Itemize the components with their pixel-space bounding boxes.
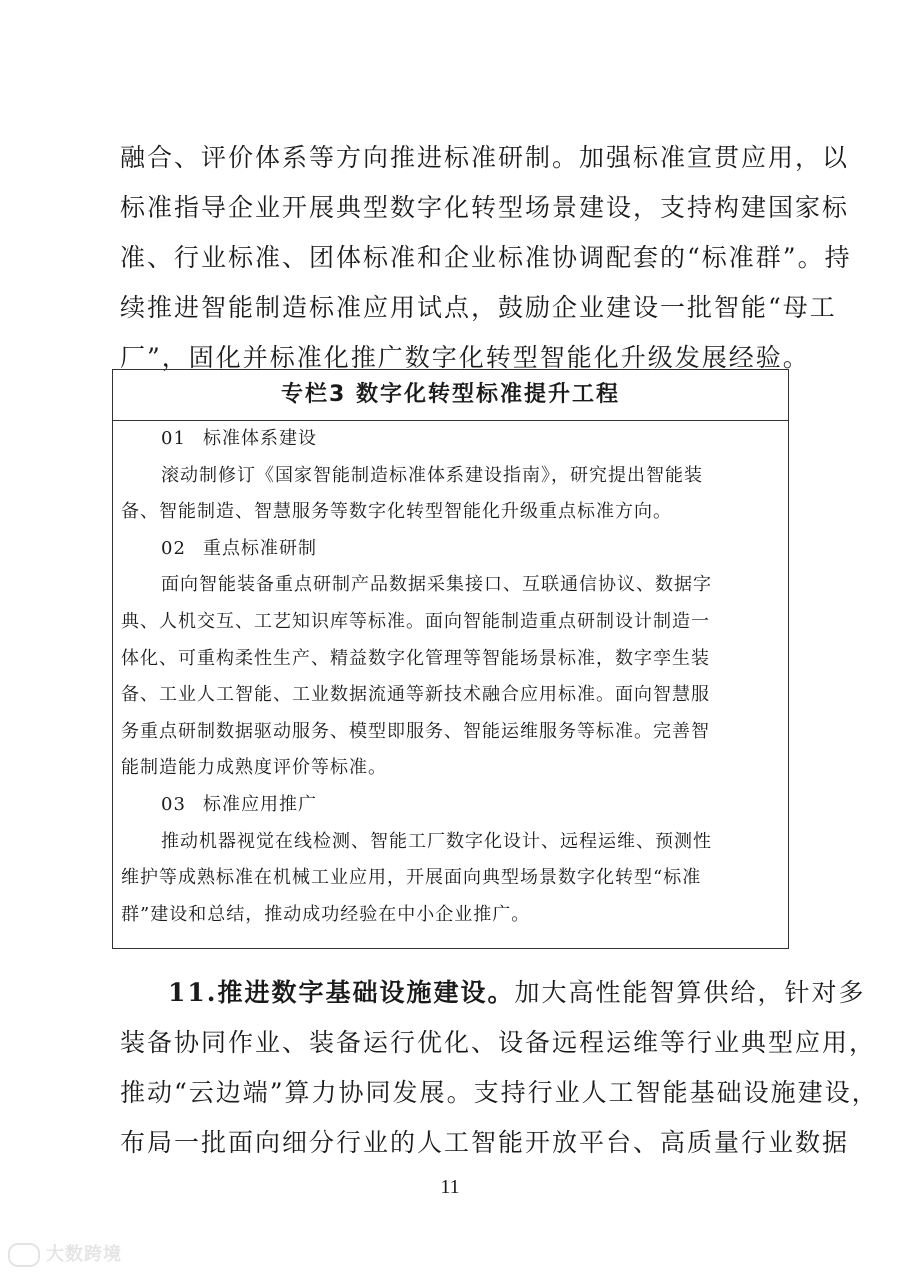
watermark (8, 1240, 122, 1267)
paragraph-lead-rest: 加大高性能智算供给，针对多 (514, 978, 866, 1007)
box-title: 专栏3 数字化转型标准提升工程 (113, 370, 788, 421)
section-line: 群”建设和总结，推动成功经验在中小企业推广。 (121, 903, 531, 925)
section-line: 滚动制修订《国家智能制造标准体系建设指南》，研究提出智能装 (161, 464, 703, 486)
section-line: 体化、可重构柔性生产、精益数字化管理等智能场景标准，数字孪生装 (121, 647, 710, 669)
section-line: 推动机器视觉在线检测、智能工厂数字化设计、远程运维、预测性 (161, 830, 712, 852)
section-heading-text: 标准应用推广 (203, 793, 317, 815)
column-box-standards-upgrade (112, 369, 789, 949)
paragraph-line: 装备协同作业、装备运行优化、设备远程运维等行业典型应用， (120, 1028, 877, 1057)
watermark-logo-icon (8, 1243, 40, 1267)
section-number: 01 (161, 428, 186, 449)
section-heading (121, 787, 788, 824)
paragraph-line: 厂”，固化并标准化推广数字化转型智能化升级发展经验。 (120, 343, 810, 372)
paragraph-first-line (120, 968, 866, 1018)
paragraph-line: 准、行业标准、团体标准和企业标准协调配套的“标准群”。持 (120, 243, 852, 272)
section-line: 能制造能力成熟度评价等标准。 (121, 757, 387, 779)
section-number: 02 (161, 537, 186, 559)
section-line: 维护等成熟标准在机械工业应用，开展面向典型场景数字化转型“标准 (121, 867, 702, 889)
paragraph-line: 融合、评价体系等方向推进标准研制。加强标准宣贯应用，以 (120, 143, 850, 172)
section-number: 03 (161, 793, 186, 815)
paragraph-line: 标准指导企业开展典型数字化转型场景建设，支持构建国家标 (120, 193, 850, 222)
section-line: 面向智能装备重点研制产品数据采集接口、互联通信协议、数据字 (161, 574, 712, 596)
section-heading (121, 421, 788, 458)
watermark-text: 大数跨境 (46, 1244, 122, 1265)
page-number: 11 (440, 1176, 460, 1198)
section-line: 备、智能制造、智慧服务等数字化转型智能化升级重点标准方向。 (121, 501, 672, 523)
section-heading (121, 531, 788, 568)
paragraph-line: 布局一批面向细分行业的人工智能开放平台、高质量行业数据 (120, 1128, 850, 1157)
box-body (113, 421, 788, 933)
section-line: 备、工业人工智能、工业数据流通等新技术融合应用标准。面向智慧服 (121, 684, 710, 706)
paragraph-line: 推动“云边端”算力协同发展。支持行业人工智能基础设施建设， (120, 1078, 879, 1107)
section-line: 典、人机交互、工艺知识库等标准。面向智能制造重点研制设计制造一 (121, 610, 710, 632)
paragraph-digital-infrastructure (120, 968, 879, 1168)
paragraph-standards-promotion (120, 133, 852, 383)
paragraph-lead-heading: 11.推进数字基础设施建设。 (168, 978, 515, 1007)
section-heading-text: 标准体系建设 (203, 428, 317, 449)
section-heading-text: 重点标准研制 (203, 537, 317, 559)
section-line: 务重点研制数据驱动服务、模型即服务、智能运维服务等标准。完善智 (121, 720, 710, 742)
paragraph-line: 续推进智能制造标准应用试点，鼓励企业建设一批智能“母工 (120, 293, 837, 322)
